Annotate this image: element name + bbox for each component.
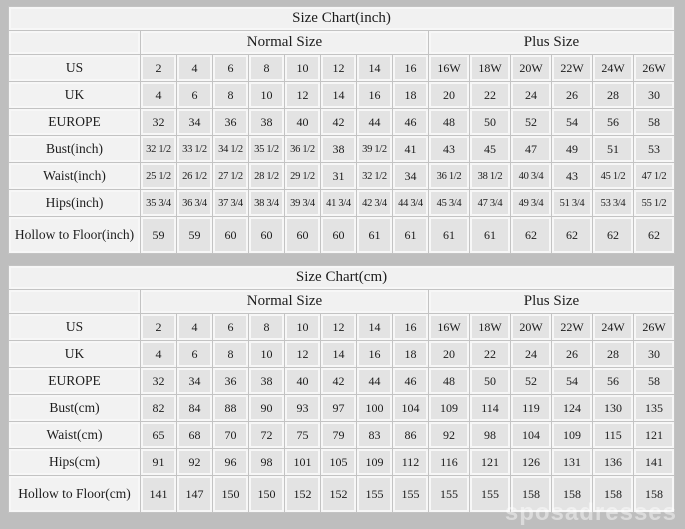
size-group-header-row [9, 31, 674, 54]
size-value-cell: 97 [321, 395, 356, 421]
size-value-cell: 155 [429, 476, 469, 512]
size-value-cell: 43 [552, 163, 592, 189]
size-value-cell: 18 [393, 341, 428, 367]
size-value-cell: 61 [357, 217, 392, 253]
size-value-cell: 65 [141, 422, 176, 448]
size-value-cell: 150 [249, 476, 284, 512]
size-value-cell: 16 [357, 341, 392, 367]
size-value-cell: 2 [141, 314, 176, 340]
size-value-cell: 61 [429, 217, 469, 253]
row-label: Bust(inch) [9, 136, 140, 162]
size-value-cell: 61 [470, 217, 510, 253]
size-value-cell: 62 [511, 217, 551, 253]
normal-size-header: Normal Size [141, 290, 428, 313]
size-value-cell: 130 [593, 395, 633, 421]
size-value-cell: 79 [321, 422, 356, 448]
size-value-cell: 24W [593, 314, 633, 340]
watermark: sposadresses [504, 499, 677, 526]
size-value-cell: 16 [357, 82, 392, 108]
size-value-cell: 8 [213, 82, 248, 108]
size-value-cell: 20W [511, 55, 551, 81]
size-value-cell: 18 [393, 82, 428, 108]
size-value-cell: 36 [213, 368, 248, 394]
plus-size-header: Plus Size [429, 290, 674, 313]
size-value-cell: 50 [470, 109, 510, 135]
measurement-row [9, 163, 674, 189]
size-value-cell: 39 3/4 [285, 190, 320, 216]
size-value-cell: 38 1/2 [470, 163, 510, 189]
size-value-cell: 12 [321, 55, 356, 81]
size-value-cell: 28 1/2 [249, 163, 284, 189]
size-value-cell: 90 [249, 395, 284, 421]
size-value-cell: 34 [177, 368, 212, 394]
size-value-cell: 101 [285, 449, 320, 475]
row-label: US [9, 55, 140, 81]
size-value-cell: 158 [593, 476, 633, 512]
size-value-cell: 43 [429, 136, 469, 162]
size-value-cell: 135 [634, 395, 674, 421]
row-label: Waist(inch) [9, 163, 140, 189]
measurement-row [9, 314, 674, 340]
size-value-cell: 36 1/2 [285, 136, 320, 162]
size-value-cell: 62 [552, 217, 592, 253]
size-value-cell: 26W [634, 55, 674, 81]
size-value-cell: 34 1/2 [213, 136, 248, 162]
size-value-cell: 72 [249, 422, 284, 448]
row-label: EUROPE [9, 368, 140, 394]
size-value-cell: 51 3/4 [552, 190, 592, 216]
size-value-cell: 105 [321, 449, 356, 475]
size-value-cell: 47 3/4 [470, 190, 510, 216]
size-value-cell: 26 1/2 [177, 163, 212, 189]
size-value-cell: 46 [393, 109, 428, 135]
measurement-row [9, 395, 674, 421]
corner-cell [9, 290, 140, 313]
size-value-cell: 14 [321, 82, 356, 108]
size-value-cell: 53 3/4 [593, 190, 633, 216]
row-label: Hips(cm) [9, 449, 140, 475]
size-value-cell: 29 1/2 [285, 163, 320, 189]
size-value-cell: 45 [470, 136, 510, 162]
measurement-row [9, 341, 674, 367]
size-value-cell: 4 [177, 55, 212, 81]
size-value-cell: 49 [552, 136, 592, 162]
size-value-cell: 16W [429, 55, 469, 81]
row-label: Waist(cm) [9, 422, 140, 448]
size-value-cell: 116 [429, 449, 469, 475]
table-title: Size Chart(inch) [9, 7, 674, 30]
size-value-cell: 27 1/2 [213, 163, 248, 189]
size-value-cell: 22 [470, 341, 510, 367]
measurement-row [9, 82, 674, 108]
size-value-cell: 12 [321, 314, 356, 340]
size-value-cell: 40 [285, 368, 320, 394]
size-value-cell: 36 3/4 [177, 190, 212, 216]
size-value-cell: 40 [285, 109, 320, 135]
row-label: EUROPE [9, 109, 140, 135]
size-value-cell: 30 [634, 341, 674, 367]
size-value-cell: 26W [634, 314, 674, 340]
size-value-cell: 34 [393, 163, 428, 189]
size-value-cell: 4 [141, 82, 176, 108]
size-value-cell: 14 [357, 55, 392, 81]
size-value-cell: 68 [177, 422, 212, 448]
size-value-cell: 44 3/4 [393, 190, 428, 216]
size-value-cell: 16 [393, 314, 428, 340]
size-value-cell: 52 [511, 368, 551, 394]
row-label: US [9, 314, 140, 340]
corner-cell [9, 31, 140, 54]
size-value-cell: 42 [321, 109, 356, 135]
size-value-cell: 14 [357, 314, 392, 340]
size-value-cell: 20W [511, 314, 551, 340]
size-value-cell: 91 [141, 449, 176, 475]
size-value-cell: 92 [177, 449, 212, 475]
size-value-cell: 36 1/2 [429, 163, 469, 189]
size-value-cell: 41 [393, 136, 428, 162]
size-value-cell: 158 [511, 476, 551, 512]
size-value-cell: 37 3/4 [213, 190, 248, 216]
size-value-cell: 104 [511, 422, 551, 448]
size-value-cell: 32 [141, 368, 176, 394]
row-label: UK [9, 82, 140, 108]
size-value-cell: 26 [552, 82, 592, 108]
size-value-cell: 152 [321, 476, 356, 512]
size-value-cell: 75 [285, 422, 320, 448]
size-value-cell: 20 [429, 82, 469, 108]
size-group-header-row [9, 290, 674, 313]
size-value-cell: 18W [470, 55, 510, 81]
measurement-row [9, 449, 674, 475]
size-value-cell: 10 [285, 314, 320, 340]
size-value-cell: 25 1/2 [141, 163, 176, 189]
size-value-cell: 56 [593, 368, 633, 394]
measurement-row [9, 217, 674, 253]
size-value-cell: 92 [429, 422, 469, 448]
size-value-cell: 55 1/2 [634, 190, 674, 216]
inch-table-body [9, 55, 674, 253]
size-value-cell: 16W [429, 314, 469, 340]
size-value-cell: 12 [285, 82, 320, 108]
size-value-cell: 115 [593, 422, 633, 448]
size-value-cell: 62 [593, 217, 633, 253]
size-value-cell: 158 [634, 476, 674, 512]
size-value-cell: 147 [177, 476, 212, 512]
size-value-cell: 86 [393, 422, 428, 448]
measurement-row [9, 190, 674, 216]
size-value-cell: 33 1/2 [177, 136, 212, 162]
size-value-cell: 31 [321, 163, 356, 189]
size-value-cell: 61 [393, 217, 428, 253]
row-label: Hollow to Floor(cm) [9, 476, 140, 512]
size-value-cell: 109 [429, 395, 469, 421]
size-value-cell: 46 [393, 368, 428, 394]
size-value-cell: 22W [552, 314, 592, 340]
size-value-cell: 109 [552, 422, 592, 448]
normal-size-header: Normal Size [141, 31, 428, 54]
measurement-row [9, 422, 674, 448]
size-value-cell: 24 [511, 341, 551, 367]
size-value-cell: 2 [141, 55, 176, 81]
size-value-cell: 4 [177, 314, 212, 340]
size-value-cell: 98 [470, 422, 510, 448]
size-value-cell: 44 [357, 109, 392, 135]
size-value-cell: 10 [249, 82, 284, 108]
size-value-cell: 49 3/4 [511, 190, 551, 216]
size-value-cell: 34 [177, 109, 212, 135]
size-value-cell: 6 [213, 55, 248, 81]
table-title: Size Chart(cm) [9, 266, 674, 289]
size-value-cell: 16 [393, 55, 428, 81]
size-value-cell: 24 [511, 82, 551, 108]
size-value-cell: 28 [593, 341, 633, 367]
table-title-row [9, 7, 674, 30]
size-value-cell: 28 [593, 82, 633, 108]
size-value-cell: 32 1/2 [357, 163, 392, 189]
size-value-cell: 48 [429, 109, 469, 135]
size-value-cell: 60 [321, 217, 356, 253]
size-value-cell: 155 [470, 476, 510, 512]
size-value-cell: 155 [357, 476, 392, 512]
size-value-cell: 121 [470, 449, 510, 475]
measurement-row [9, 55, 674, 81]
size-value-cell: 158 [552, 476, 592, 512]
size-value-cell: 4 [141, 341, 176, 367]
size-value-cell: 40 3/4 [511, 163, 551, 189]
size-value-cell: 93 [285, 395, 320, 421]
size-value-cell: 52 [511, 109, 551, 135]
size-value-cell: 32 1/2 [141, 136, 176, 162]
size-value-cell: 98 [249, 449, 284, 475]
size-value-cell: 10 [285, 55, 320, 81]
size-value-cell: 84 [177, 395, 212, 421]
size-chart-page [8, 6, 678, 524]
row-label: Hips(inch) [9, 190, 140, 216]
size-value-cell: 6 [213, 314, 248, 340]
size-value-cell: 18W [470, 314, 510, 340]
size-value-cell: 58 [634, 109, 674, 135]
size-value-cell: 100 [357, 395, 392, 421]
size-value-cell: 6 [177, 341, 212, 367]
measurement-row [9, 368, 674, 394]
size-value-cell: 59 [177, 217, 212, 253]
size-value-cell: 14 [321, 341, 356, 367]
size-value-cell: 42 [321, 368, 356, 394]
size-value-cell: 51 [593, 136, 633, 162]
size-value-cell: 114 [470, 395, 510, 421]
measurement-row [9, 136, 674, 162]
size-value-cell: 41 3/4 [321, 190, 356, 216]
size-value-cell: 136 [593, 449, 633, 475]
size-value-cell: 50 [470, 368, 510, 394]
size-value-cell: 8 [249, 55, 284, 81]
size-value-cell: 59 [141, 217, 176, 253]
size-chart-cm-table [8, 265, 675, 513]
size-value-cell: 30 [634, 82, 674, 108]
size-value-cell: 35 3/4 [141, 190, 176, 216]
size-value-cell: 104 [393, 395, 428, 421]
size-value-cell: 150 [213, 476, 248, 512]
size-value-cell: 70 [213, 422, 248, 448]
size-value-cell: 10 [249, 341, 284, 367]
cm-table-body [9, 314, 674, 512]
size-value-cell: 88 [213, 395, 248, 421]
size-value-cell: 38 3/4 [249, 190, 284, 216]
size-value-cell: 62 [634, 217, 674, 253]
size-value-cell: 24W [593, 55, 633, 81]
size-value-cell: 35 1/2 [249, 136, 284, 162]
size-value-cell: 155 [393, 476, 428, 512]
size-value-cell: 131 [552, 449, 592, 475]
size-value-cell: 36 [213, 109, 248, 135]
size-value-cell: 109 [357, 449, 392, 475]
row-label: Bust(cm) [9, 395, 140, 421]
row-label: Hollow to Floor(inch) [9, 217, 140, 253]
size-value-cell: 60 [213, 217, 248, 253]
size-value-cell: 39 1/2 [357, 136, 392, 162]
size-value-cell: 121 [634, 422, 674, 448]
size-value-cell: 12 [285, 341, 320, 367]
size-value-cell: 8 [213, 341, 248, 367]
size-value-cell: 54 [552, 368, 592, 394]
size-value-cell: 124 [552, 395, 592, 421]
size-value-cell: 96 [213, 449, 248, 475]
measurement-row [9, 109, 674, 135]
size-value-cell: 141 [634, 449, 674, 475]
plus-size-header: Plus Size [429, 31, 674, 54]
size-value-cell: 26 [552, 341, 592, 367]
size-value-cell: 38 [249, 368, 284, 394]
size-value-cell: 38 [249, 109, 284, 135]
size-value-cell: 38 [321, 136, 356, 162]
size-value-cell: 44 [357, 368, 392, 394]
size-value-cell: 141 [141, 476, 176, 512]
size-value-cell: 56 [593, 109, 633, 135]
size-value-cell: 47 1/2 [634, 163, 674, 189]
measurement-row [9, 476, 674, 512]
size-value-cell: 58 [634, 368, 674, 394]
row-label: UK [9, 341, 140, 367]
size-value-cell: 60 [249, 217, 284, 253]
size-value-cell: 20 [429, 341, 469, 367]
size-value-cell: 82 [141, 395, 176, 421]
size-value-cell: 22W [552, 55, 592, 81]
size-value-cell: 8 [249, 314, 284, 340]
size-value-cell: 48 [429, 368, 469, 394]
size-value-cell: 47 [511, 136, 551, 162]
size-value-cell: 83 [357, 422, 392, 448]
size-value-cell: 32 [141, 109, 176, 135]
size-chart-inch-table [8, 6, 675, 254]
size-value-cell: 45 3/4 [429, 190, 469, 216]
size-value-cell: 119 [511, 395, 551, 421]
size-value-cell: 22 [470, 82, 510, 108]
size-value-cell: 112 [393, 449, 428, 475]
size-value-cell: 42 3/4 [357, 190, 392, 216]
size-value-cell: 54 [552, 109, 592, 135]
size-value-cell: 60 [285, 217, 320, 253]
size-value-cell: 45 1/2 [593, 163, 633, 189]
size-value-cell: 6 [177, 82, 212, 108]
size-value-cell: 53 [634, 136, 674, 162]
table-title-row [9, 266, 674, 289]
size-value-cell: 126 [511, 449, 551, 475]
size-value-cell: 152 [285, 476, 320, 512]
